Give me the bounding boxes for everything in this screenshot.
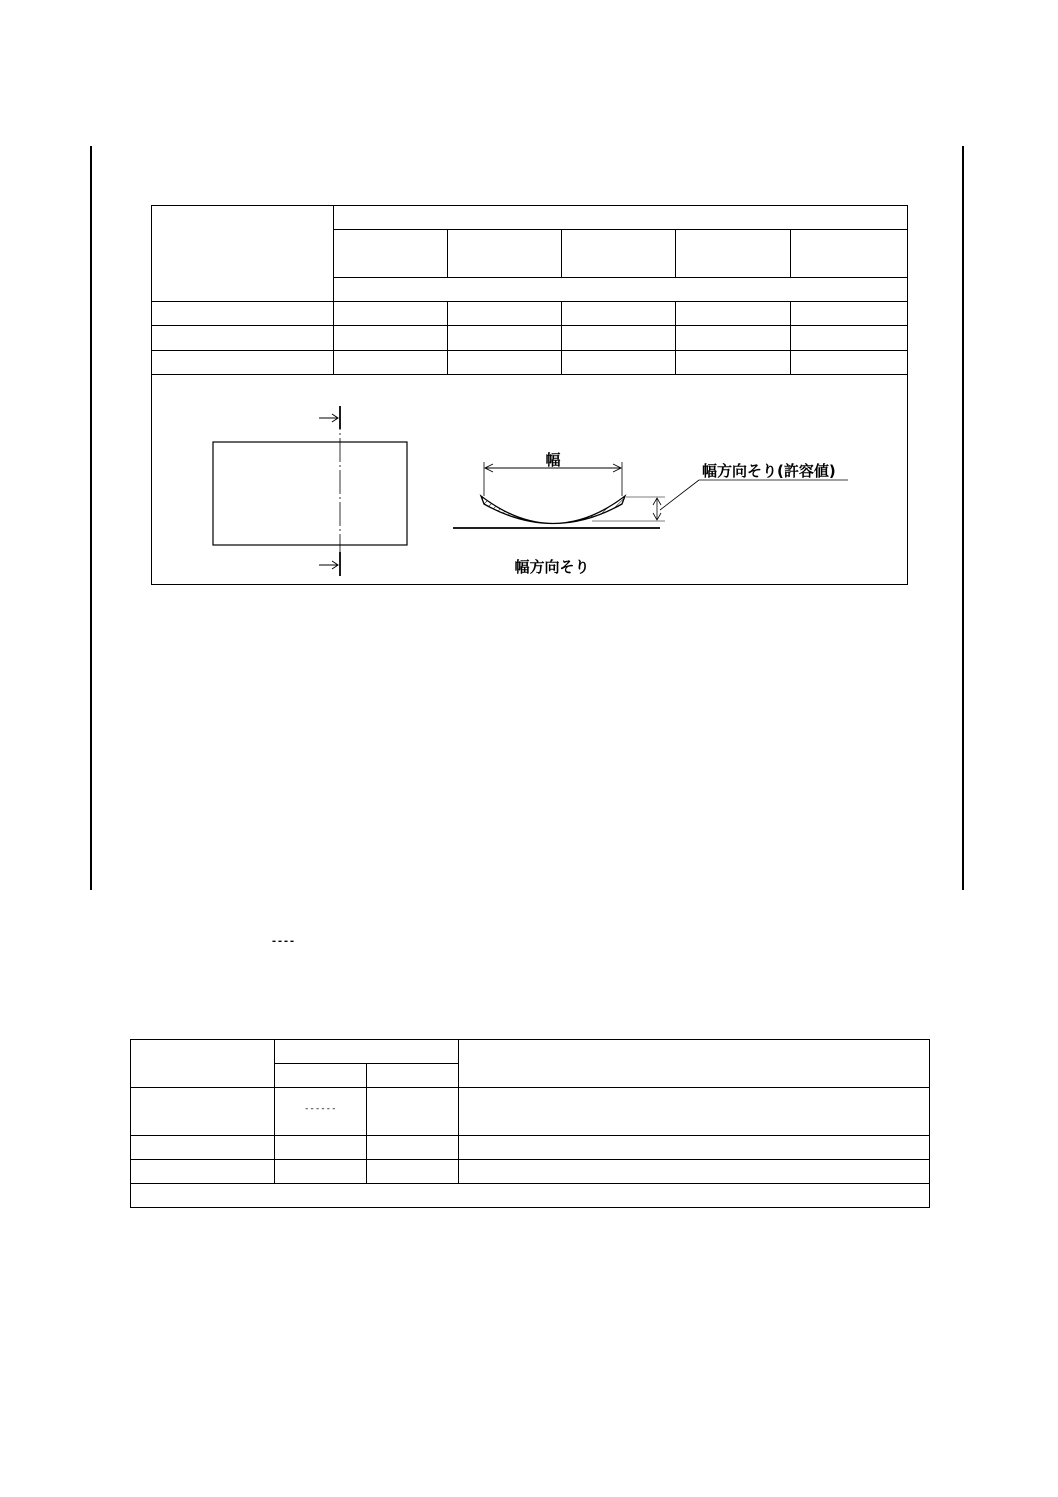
table-row bbox=[152, 351, 908, 375]
ellipsis-mark: ---- bbox=[271, 936, 296, 947]
lower-table bbox=[130, 1039, 930, 1208]
header-span-cell bbox=[275, 1040, 459, 1064]
tolerance-leader bbox=[660, 480, 699, 510]
figure-caption: 幅方向そり bbox=[514, 558, 590, 576]
header-unit-cell bbox=[334, 278, 908, 302]
header-cell bbox=[334, 230, 448, 278]
section-arrow-top bbox=[319, 414, 338, 422]
section-arrow-bottom bbox=[319, 561, 338, 569]
header-cell bbox=[448, 230, 562, 278]
header-cell bbox=[459, 1040, 930, 1088]
table-row bbox=[131, 1160, 930, 1184]
header-cell bbox=[275, 1064, 367, 1088]
table-row bbox=[131, 1088, 930, 1136]
plan-view-rect bbox=[213, 442, 407, 545]
header-cell bbox=[131, 1040, 275, 1088]
header-corner-cell bbox=[152, 206, 334, 302]
dash-mark: ------ bbox=[304, 1104, 337, 1114]
warp-figure bbox=[152, 376, 906, 584]
header-cell bbox=[791, 230, 908, 278]
table-row bbox=[131, 1136, 930, 1160]
warped-board bbox=[481, 496, 625, 524]
width-label: 幅 bbox=[545, 451, 561, 469]
table-row bbox=[152, 326, 908, 351]
right-margin-bar bbox=[962, 146, 964, 890]
left-margin-bar bbox=[90, 146, 92, 890]
table-row bbox=[152, 302, 908, 326]
table-footer-row bbox=[131, 1184, 930, 1208]
header-span-cell bbox=[334, 206, 908, 230]
header-cell bbox=[562, 230, 676, 278]
header-cell bbox=[676, 230, 791, 278]
header-cell bbox=[367, 1064, 459, 1088]
tolerance-label: 幅方向そり(許容値) bbox=[702, 462, 836, 480]
